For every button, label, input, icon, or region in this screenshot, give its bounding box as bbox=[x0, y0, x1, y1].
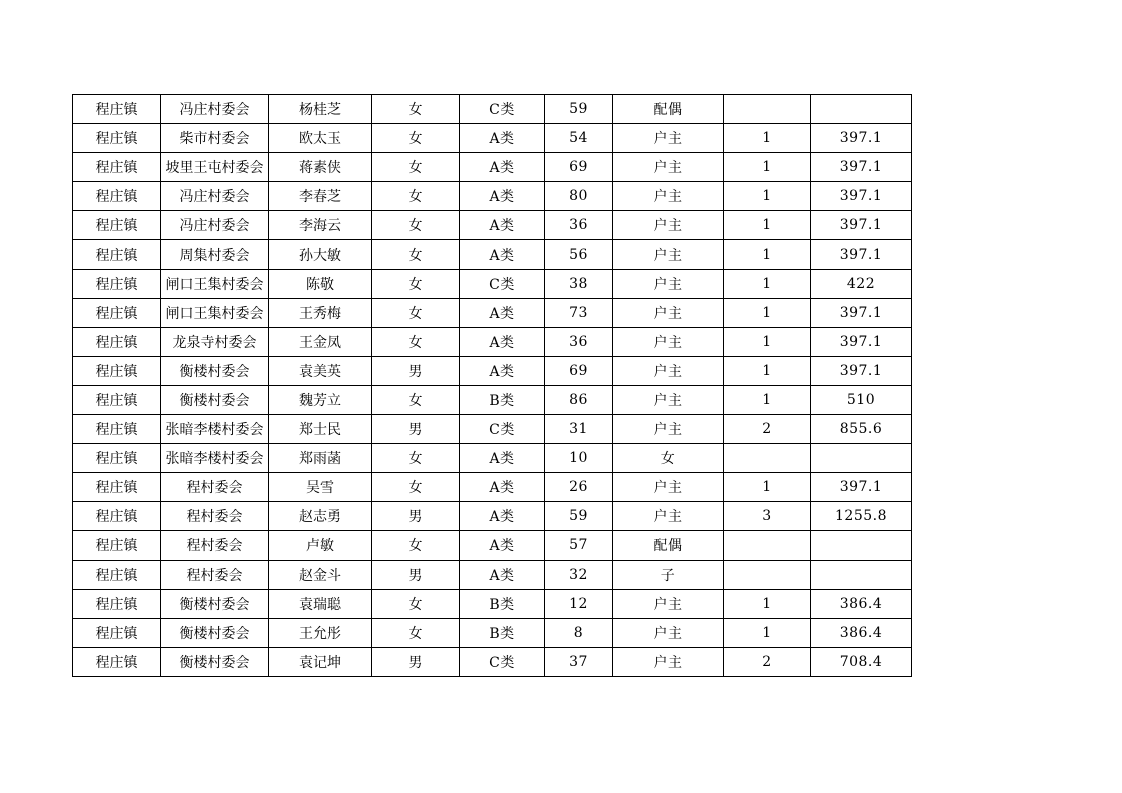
cell-town: 程庄镇 bbox=[73, 618, 161, 647]
cell-amount: 397.1 bbox=[811, 356, 912, 385]
cell-village: 坡里王屯村委会 bbox=[161, 153, 269, 182]
cell-amount bbox=[811, 531, 912, 560]
cell-relation: 户主 bbox=[613, 124, 724, 153]
cell-name: 赵金斗 bbox=[269, 560, 372, 589]
cell-gender: 女 bbox=[372, 240, 460, 269]
cell-village: 张暗李楼村委会 bbox=[161, 415, 269, 444]
cell-amount: 1255.8 bbox=[811, 502, 912, 531]
table-row bbox=[73, 444, 912, 473]
cell-relation: 户主 bbox=[613, 269, 724, 298]
cell-category: B类 bbox=[460, 385, 545, 414]
table-body bbox=[73, 95, 912, 677]
cell-count: 1 bbox=[724, 618, 811, 647]
cell-relation: 户主 bbox=[613, 298, 724, 327]
cell-gender: 女 bbox=[372, 473, 460, 502]
cell-relation: 户主 bbox=[613, 618, 724, 647]
cell-town: 程庄镇 bbox=[73, 589, 161, 618]
cell-count: 1 bbox=[724, 240, 811, 269]
cell-village: 程村委会 bbox=[161, 560, 269, 589]
cell-village: 冯庄村委会 bbox=[161, 182, 269, 211]
cell-name: 欧太玉 bbox=[269, 124, 372, 153]
cell-age: 69 bbox=[545, 153, 613, 182]
cell-category: B类 bbox=[460, 618, 545, 647]
cell-amount: 386.4 bbox=[811, 618, 912, 647]
cell-gender: 女 bbox=[372, 298, 460, 327]
cell-town: 程庄镇 bbox=[73, 385, 161, 414]
table-row bbox=[73, 327, 912, 356]
cell-name: 李春芝 bbox=[269, 182, 372, 211]
cell-gender: 女 bbox=[372, 211, 460, 240]
cell-gender: 男 bbox=[372, 502, 460, 531]
cell-count bbox=[724, 95, 811, 124]
cell-count: 1 bbox=[724, 153, 811, 182]
cell-count: 1 bbox=[724, 182, 811, 211]
table-row bbox=[73, 211, 912, 240]
cell-gender: 女 bbox=[372, 618, 460, 647]
cell-age: 32 bbox=[545, 560, 613, 589]
cell-count: 1 bbox=[724, 356, 811, 385]
table-row bbox=[73, 415, 912, 444]
cell-name: 孙大敏 bbox=[269, 240, 372, 269]
cell-gender: 女 bbox=[372, 589, 460, 618]
cell-gender: 女 bbox=[372, 327, 460, 356]
cell-amount: 397.1 bbox=[811, 473, 912, 502]
cell-age: 54 bbox=[545, 124, 613, 153]
cell-count: 1 bbox=[724, 473, 811, 502]
cell-gender: 男 bbox=[372, 647, 460, 676]
cell-name: 魏芳立 bbox=[269, 385, 372, 414]
cell-town: 程庄镇 bbox=[73, 124, 161, 153]
cell-age: 26 bbox=[545, 473, 613, 502]
cell-village: 张暗李楼村委会 bbox=[161, 444, 269, 473]
cell-count: 1 bbox=[724, 269, 811, 298]
cell-age: 12 bbox=[545, 589, 613, 618]
cell-amount: 397.1 bbox=[811, 182, 912, 211]
cell-category: A类 bbox=[460, 240, 545, 269]
cell-category: A类 bbox=[460, 211, 545, 240]
cell-category: A类 bbox=[460, 560, 545, 589]
cell-relation: 户主 bbox=[613, 473, 724, 502]
cell-relation: 户主 bbox=[613, 385, 724, 414]
cell-village: 周集村委会 bbox=[161, 240, 269, 269]
cell-village: 程村委会 bbox=[161, 502, 269, 531]
cell-village: 衡楼村委会 bbox=[161, 647, 269, 676]
cell-name: 袁记坤 bbox=[269, 647, 372, 676]
cell-town: 程庄镇 bbox=[73, 153, 161, 182]
cell-age: 59 bbox=[545, 502, 613, 531]
cell-relation: 户主 bbox=[613, 647, 724, 676]
cell-town: 程庄镇 bbox=[73, 269, 161, 298]
cell-name: 陈敬 bbox=[269, 269, 372, 298]
cell-age: 8 bbox=[545, 618, 613, 647]
cell-relation: 配偶 bbox=[613, 531, 724, 560]
table-row bbox=[73, 356, 912, 385]
table-row bbox=[73, 269, 912, 298]
cell-town: 程庄镇 bbox=[73, 444, 161, 473]
cell-name: 王秀梅 bbox=[269, 298, 372, 327]
cell-count bbox=[724, 444, 811, 473]
cell-gender: 女 bbox=[372, 124, 460, 153]
cell-age: 36 bbox=[545, 211, 613, 240]
cell-amount: 397.1 bbox=[811, 153, 912, 182]
cell-name: 袁美英 bbox=[269, 356, 372, 385]
cell-count: 2 bbox=[724, 647, 811, 676]
cell-age: 37 bbox=[545, 647, 613, 676]
cell-category: A类 bbox=[460, 356, 545, 385]
cell-category: C类 bbox=[460, 647, 545, 676]
cell-village: 柴市村委会 bbox=[161, 124, 269, 153]
cell-relation: 户主 bbox=[613, 589, 724, 618]
table-row bbox=[73, 124, 912, 153]
table-row bbox=[73, 298, 912, 327]
cell-relation: 户主 bbox=[613, 415, 724, 444]
cell-relation: 户主 bbox=[613, 327, 724, 356]
cell-gender: 女 bbox=[372, 269, 460, 298]
cell-village: 闸口王集村委会 bbox=[161, 269, 269, 298]
cell-name: 郑士民 bbox=[269, 415, 372, 444]
cell-gender: 女 bbox=[372, 531, 460, 560]
cell-count: 1 bbox=[724, 124, 811, 153]
cell-age: 10 bbox=[545, 444, 613, 473]
cell-town: 程庄镇 bbox=[73, 240, 161, 269]
cell-relation: 户主 bbox=[613, 153, 724, 182]
cell-name: 卢敏 bbox=[269, 531, 372, 560]
table-row bbox=[73, 531, 912, 560]
cell-relation: 户主 bbox=[613, 356, 724, 385]
cell-count bbox=[724, 560, 811, 589]
cell-name: 杨桂芝 bbox=[269, 95, 372, 124]
cell-count: 2 bbox=[724, 415, 811, 444]
cell-amount: 397.1 bbox=[811, 240, 912, 269]
cell-gender: 女 bbox=[372, 153, 460, 182]
cell-name: 王允彤 bbox=[269, 618, 372, 647]
cell-count: 1 bbox=[724, 298, 811, 327]
cell-amount: 708.4 bbox=[811, 647, 912, 676]
cell-category: A类 bbox=[460, 473, 545, 502]
cell-category: B类 bbox=[460, 589, 545, 618]
cell-age: 69 bbox=[545, 356, 613, 385]
cell-village: 衡楼村委会 bbox=[161, 385, 269, 414]
cell-count: 1 bbox=[724, 589, 811, 618]
cell-gender: 男 bbox=[372, 415, 460, 444]
cell-category: C类 bbox=[460, 269, 545, 298]
cell-age: 31 bbox=[545, 415, 613, 444]
cell-age: 56 bbox=[545, 240, 613, 269]
cell-relation: 子 bbox=[613, 560, 724, 589]
cell-name: 赵志勇 bbox=[269, 502, 372, 531]
cell-amount: 855.6 bbox=[811, 415, 912, 444]
cell-town: 程庄镇 bbox=[73, 531, 161, 560]
cell-village: 龙泉寺村委会 bbox=[161, 327, 269, 356]
cell-name: 王金凤 bbox=[269, 327, 372, 356]
cell-town: 程庄镇 bbox=[73, 647, 161, 676]
cell-town: 程庄镇 bbox=[73, 95, 161, 124]
cell-name: 蒋素侠 bbox=[269, 153, 372, 182]
data-table bbox=[72, 94, 912, 677]
table-row bbox=[73, 182, 912, 211]
cell-name: 李海云 bbox=[269, 211, 372, 240]
cell-age: 86 bbox=[545, 385, 613, 414]
cell-name: 袁瑞聪 bbox=[269, 589, 372, 618]
cell-amount bbox=[811, 444, 912, 473]
cell-town: 程庄镇 bbox=[73, 298, 161, 327]
cell-count: 1 bbox=[724, 385, 811, 414]
cell-town: 程庄镇 bbox=[73, 182, 161, 211]
cell-category: A类 bbox=[460, 153, 545, 182]
cell-age: 59 bbox=[545, 95, 613, 124]
cell-age: 36 bbox=[545, 327, 613, 356]
cell-age: 38 bbox=[545, 269, 613, 298]
table-row bbox=[73, 647, 912, 676]
cell-relation: 配偶 bbox=[613, 95, 724, 124]
cell-category: A类 bbox=[460, 444, 545, 473]
cell-amount: 397.1 bbox=[811, 327, 912, 356]
table-row bbox=[73, 95, 912, 124]
cell-amount: 397.1 bbox=[811, 211, 912, 240]
cell-village: 冯庄村委会 bbox=[161, 95, 269, 124]
cell-amount: 422 bbox=[811, 269, 912, 298]
cell-town: 程庄镇 bbox=[73, 211, 161, 240]
cell-town: 程庄镇 bbox=[73, 502, 161, 531]
cell-gender: 女 bbox=[372, 444, 460, 473]
cell-gender: 女 bbox=[372, 385, 460, 414]
table-row bbox=[73, 473, 912, 502]
cell-category: A类 bbox=[460, 502, 545, 531]
cell-town: 程庄镇 bbox=[73, 415, 161, 444]
cell-village: 冯庄村委会 bbox=[161, 211, 269, 240]
cell-age: 80 bbox=[545, 182, 613, 211]
table-row bbox=[73, 153, 912, 182]
cell-amount: 510 bbox=[811, 385, 912, 414]
cell-category: C类 bbox=[460, 95, 545, 124]
cell-count: 3 bbox=[724, 502, 811, 531]
cell-category: C类 bbox=[460, 415, 545, 444]
cell-town: 程庄镇 bbox=[73, 473, 161, 502]
cell-relation: 户主 bbox=[613, 240, 724, 269]
cell-relation: 户主 bbox=[613, 211, 724, 240]
cell-count: 1 bbox=[724, 211, 811, 240]
cell-relation: 户主 bbox=[613, 502, 724, 531]
table-row bbox=[73, 240, 912, 269]
cell-age: 57 bbox=[545, 531, 613, 560]
table-row bbox=[73, 589, 912, 618]
cell-amount: 386.4 bbox=[811, 589, 912, 618]
cell-town: 程庄镇 bbox=[73, 356, 161, 385]
table-row bbox=[73, 560, 912, 589]
cell-gender: 女 bbox=[372, 95, 460, 124]
cell-village: 衡楼村委会 bbox=[161, 356, 269, 385]
cell-category: A类 bbox=[460, 327, 545, 356]
cell-relation: 女 bbox=[613, 444, 724, 473]
table-row bbox=[73, 385, 912, 414]
cell-gender: 男 bbox=[372, 560, 460, 589]
cell-village: 程村委会 bbox=[161, 473, 269, 502]
cell-category: A类 bbox=[460, 124, 545, 153]
cell-category: A类 bbox=[460, 531, 545, 560]
cell-village: 程村委会 bbox=[161, 531, 269, 560]
table-row bbox=[73, 502, 912, 531]
cell-name: 郑雨菡 bbox=[269, 444, 372, 473]
cell-count bbox=[724, 531, 811, 560]
cell-amount bbox=[811, 95, 912, 124]
cell-category: A类 bbox=[460, 182, 545, 211]
cell-count: 1 bbox=[724, 327, 811, 356]
cell-town: 程庄镇 bbox=[73, 560, 161, 589]
cell-relation: 户主 bbox=[613, 182, 724, 211]
cell-amount: 397.1 bbox=[811, 298, 912, 327]
cell-age: 73 bbox=[545, 298, 613, 327]
cell-amount bbox=[811, 560, 912, 589]
cell-village: 衡楼村委会 bbox=[161, 618, 269, 647]
cell-amount: 397.1 bbox=[811, 124, 912, 153]
cell-village: 衡楼村委会 bbox=[161, 589, 269, 618]
table-row bbox=[73, 618, 912, 647]
cell-category: A类 bbox=[460, 298, 545, 327]
cell-name: 吴雪 bbox=[269, 473, 372, 502]
cell-town: 程庄镇 bbox=[73, 327, 161, 356]
cell-village: 闸口王集村委会 bbox=[161, 298, 269, 327]
cell-gender: 男 bbox=[372, 356, 460, 385]
cell-gender: 女 bbox=[372, 182, 460, 211]
